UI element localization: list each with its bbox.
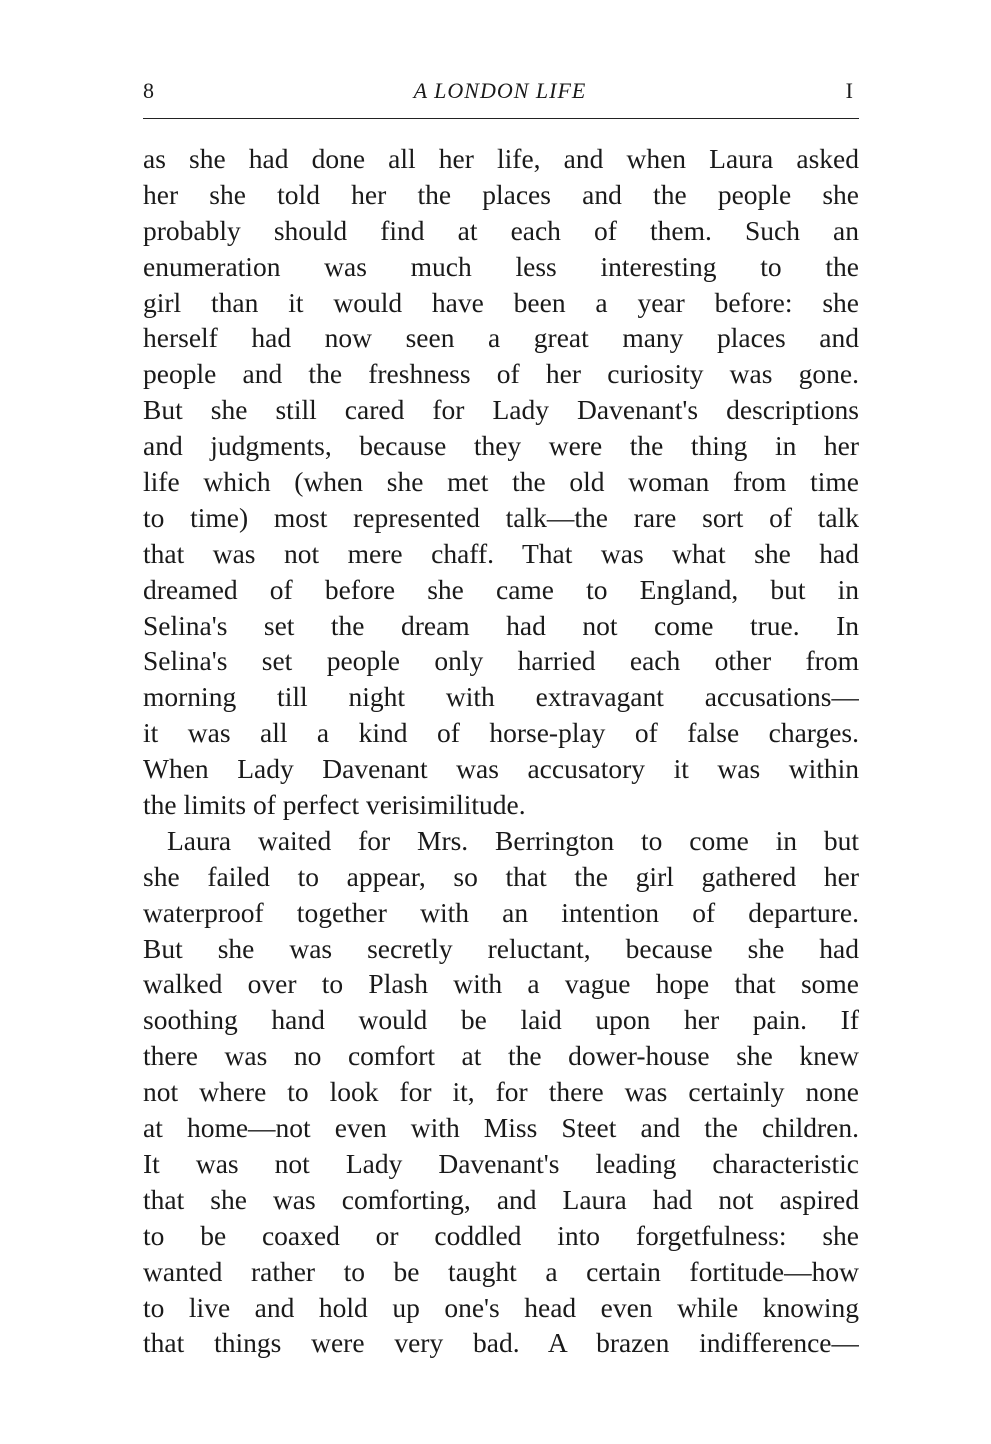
text-line: herself had now seen a great many places and (143, 322, 859, 354)
text-line: to be coaxed or coddled into forgetfulness: she (143, 1219, 859, 1251)
text-line: and judgments, because they were the thing in her (143, 430, 859, 462)
text-line: But she still cared for Lady Davenant's descriptions (143, 394, 859, 426)
text-line: her she told her the places and the people she (143, 178, 859, 210)
text-line: soothing hand would be laid upon her pain. If (143, 1004, 859, 1036)
text-line: morning till night with extravagant accusations— (143, 681, 859, 713)
text-line: enumeration was much less interesting to the (143, 250, 859, 282)
text-line: When Lady Davenant was accusatory it was within (143, 753, 859, 785)
paragraph-first-line: Laura waited for Mrs. Berrington to come in but (167, 824, 859, 856)
text-line: It was not Lady Davenant's leading characteristic (143, 1147, 859, 1179)
text-line: to time) most represented talk—the rare sort of talk (143, 501, 859, 533)
text-line: not where to look for it, for there was certainly none (143, 1076, 859, 1108)
text-line: But she was secretly reluctant, because she had (143, 932, 859, 964)
book-title: A LONDON LIFE (413, 78, 587, 103)
page-number: 8 (143, 78, 154, 103)
text-line: people and the freshness of her curiosity was gone. (143, 358, 859, 390)
text-line: to live and hold up one's head even while knowing (143, 1291, 859, 1323)
text-line: as she had done all her life, and when Laura asked (143, 143, 859, 174)
text-line: she failed to appear, so that the girl gathered her (143, 860, 859, 892)
chapter-number: I (845, 78, 853, 103)
text-line: life which (when she met the old woman from time (143, 466, 859, 498)
text-line: that things were very bad. A brazen indifference— (143, 1327, 859, 1359)
text-line: girl than it would have been a year before: she (143, 286, 859, 318)
body-text (143, 141, 859, 1361)
text-line: walked over to Plash with a vague hope that some (143, 968, 859, 1000)
running-head (143, 78, 857, 108)
text-line: Selina's set people only harried each other from (143, 645, 859, 677)
text-line: that was not mere chaff. That was what she had (143, 537, 859, 569)
paragraph-end-line: the limits of perfect verisimilitude. (143, 789, 526, 821)
text-line: wanted rather to be taught a certain fortitude—how (143, 1255, 859, 1287)
header-rule (143, 118, 859, 119)
text-line: that she was comforting, and Laura had not aspired (143, 1183, 859, 1215)
text-line: Selina's set the dream had not come true. In (143, 609, 859, 641)
text-line: at home—not even with Miss Steet and the children. (143, 1112, 859, 1144)
text-line: dreamed of before she came to England, but in (143, 573, 859, 605)
text-line: it was all a kind of horse-play of false charges. (143, 717, 859, 749)
text-line: there was no comfort at the dower-house she knew (143, 1040, 859, 1072)
text-line: probably should find at each of them. Such an (143, 214, 859, 246)
text-line: waterproof together with an intention of departure. (143, 896, 859, 928)
